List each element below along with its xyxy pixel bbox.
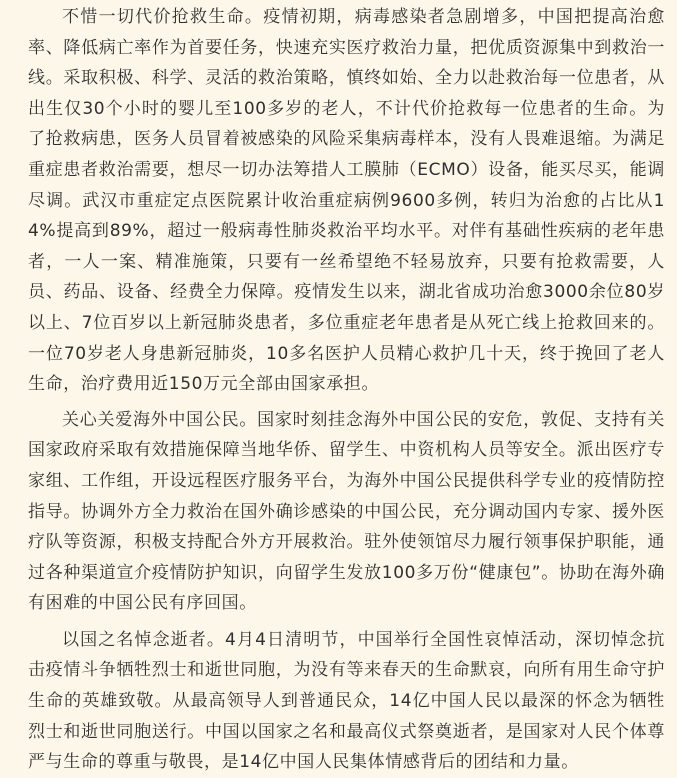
- paragraph-national-mourning: 以国之名悼念逝者。4月4日清明节，中国举行全国性哀悼活动，深切悼念抗击疫情斗争牺牲烈士和逝世同胞，为没有等来春天的生命默哀，向所有用生命守护生命的英雄致敬。从最高领导人到普通民众，14亿中国人民以最深的怀念为牺牲烈士和逝世同胞送行。中国以国家之名和最高仪式祭奠逝者，是国家对人民个体尊严与生命的尊重与敬畏，是14亿中国人民集体情感背后的团结和力量。: [28, 629, 665, 773]
- paragraph-overseas-citizens: 关心关爱海外中国公民。国家时刻挂念海外中国公民的安危，敦促、支持有关国家政府采取有效措施保障当地华侨、留学生、中资机构人员等安全。派出医疗专家组、工作组，开设远程医疗服务平台，为海外中国公民提供科学专业的疫情防控指导。协调外方全力救治在国外确诊感染的中国公民，充分调动国内专家、援外医疗队等资源，积极支持配合外方开展救治。驻外使领馆尽力履行领事保护职能，通过各种渠道宣介疫情防护知识，向留学生发放100多万份“健康包”。协助在海外确有困难的中国公民有序回国。: [28, 409, 665, 614]
- paragraph-medical-treatment: 不惜一切代价抢救生命。疫情初期，病毒感染者急剧增多，中国把提高治愈率、降低病亡率作为首要任务，快速充实医疗救治力量，把优质资源集中到救治一线。采取积极、科学、灵活的救治策略，慎终如始、全力以赴救治每一位患者，从出生仅30个小时的婴儿至100多岁的老人，不计代价抢救每一位患者的生命。为了抢救病患，医务人员冒着被感染的风险采集病毒样本，没有人畏难退缩。为满足重症患者救治需要，想尽一切办法筹措人工膜肺（ECMO）设备，能买尽买，能调尽调。武汉市重症定点医院累计收治重症病例9600多例，转归为治愈的占比从14%提高到89%，超过一般病毒性肺炎救治平均水平。对伴有基础性疾病的老年患者，一人一案、精准施策，只要有一丝希望绝不轻易放弃，只要有抢救需要，人员、药品、设备、经费全力保障。疫情发生以来，湖北省成功治愈3000余位80岁以上、7位百岁以上新冠肺炎患者，多位重症老年患者是从死亡线上抢救回来的。一位70岁老人身患新冠肺炎，10多名医护人员精心救护几十天，终于挽回了老人生命，治疗费用近150万元全部由国家承担。: [28, 7, 665, 395]
